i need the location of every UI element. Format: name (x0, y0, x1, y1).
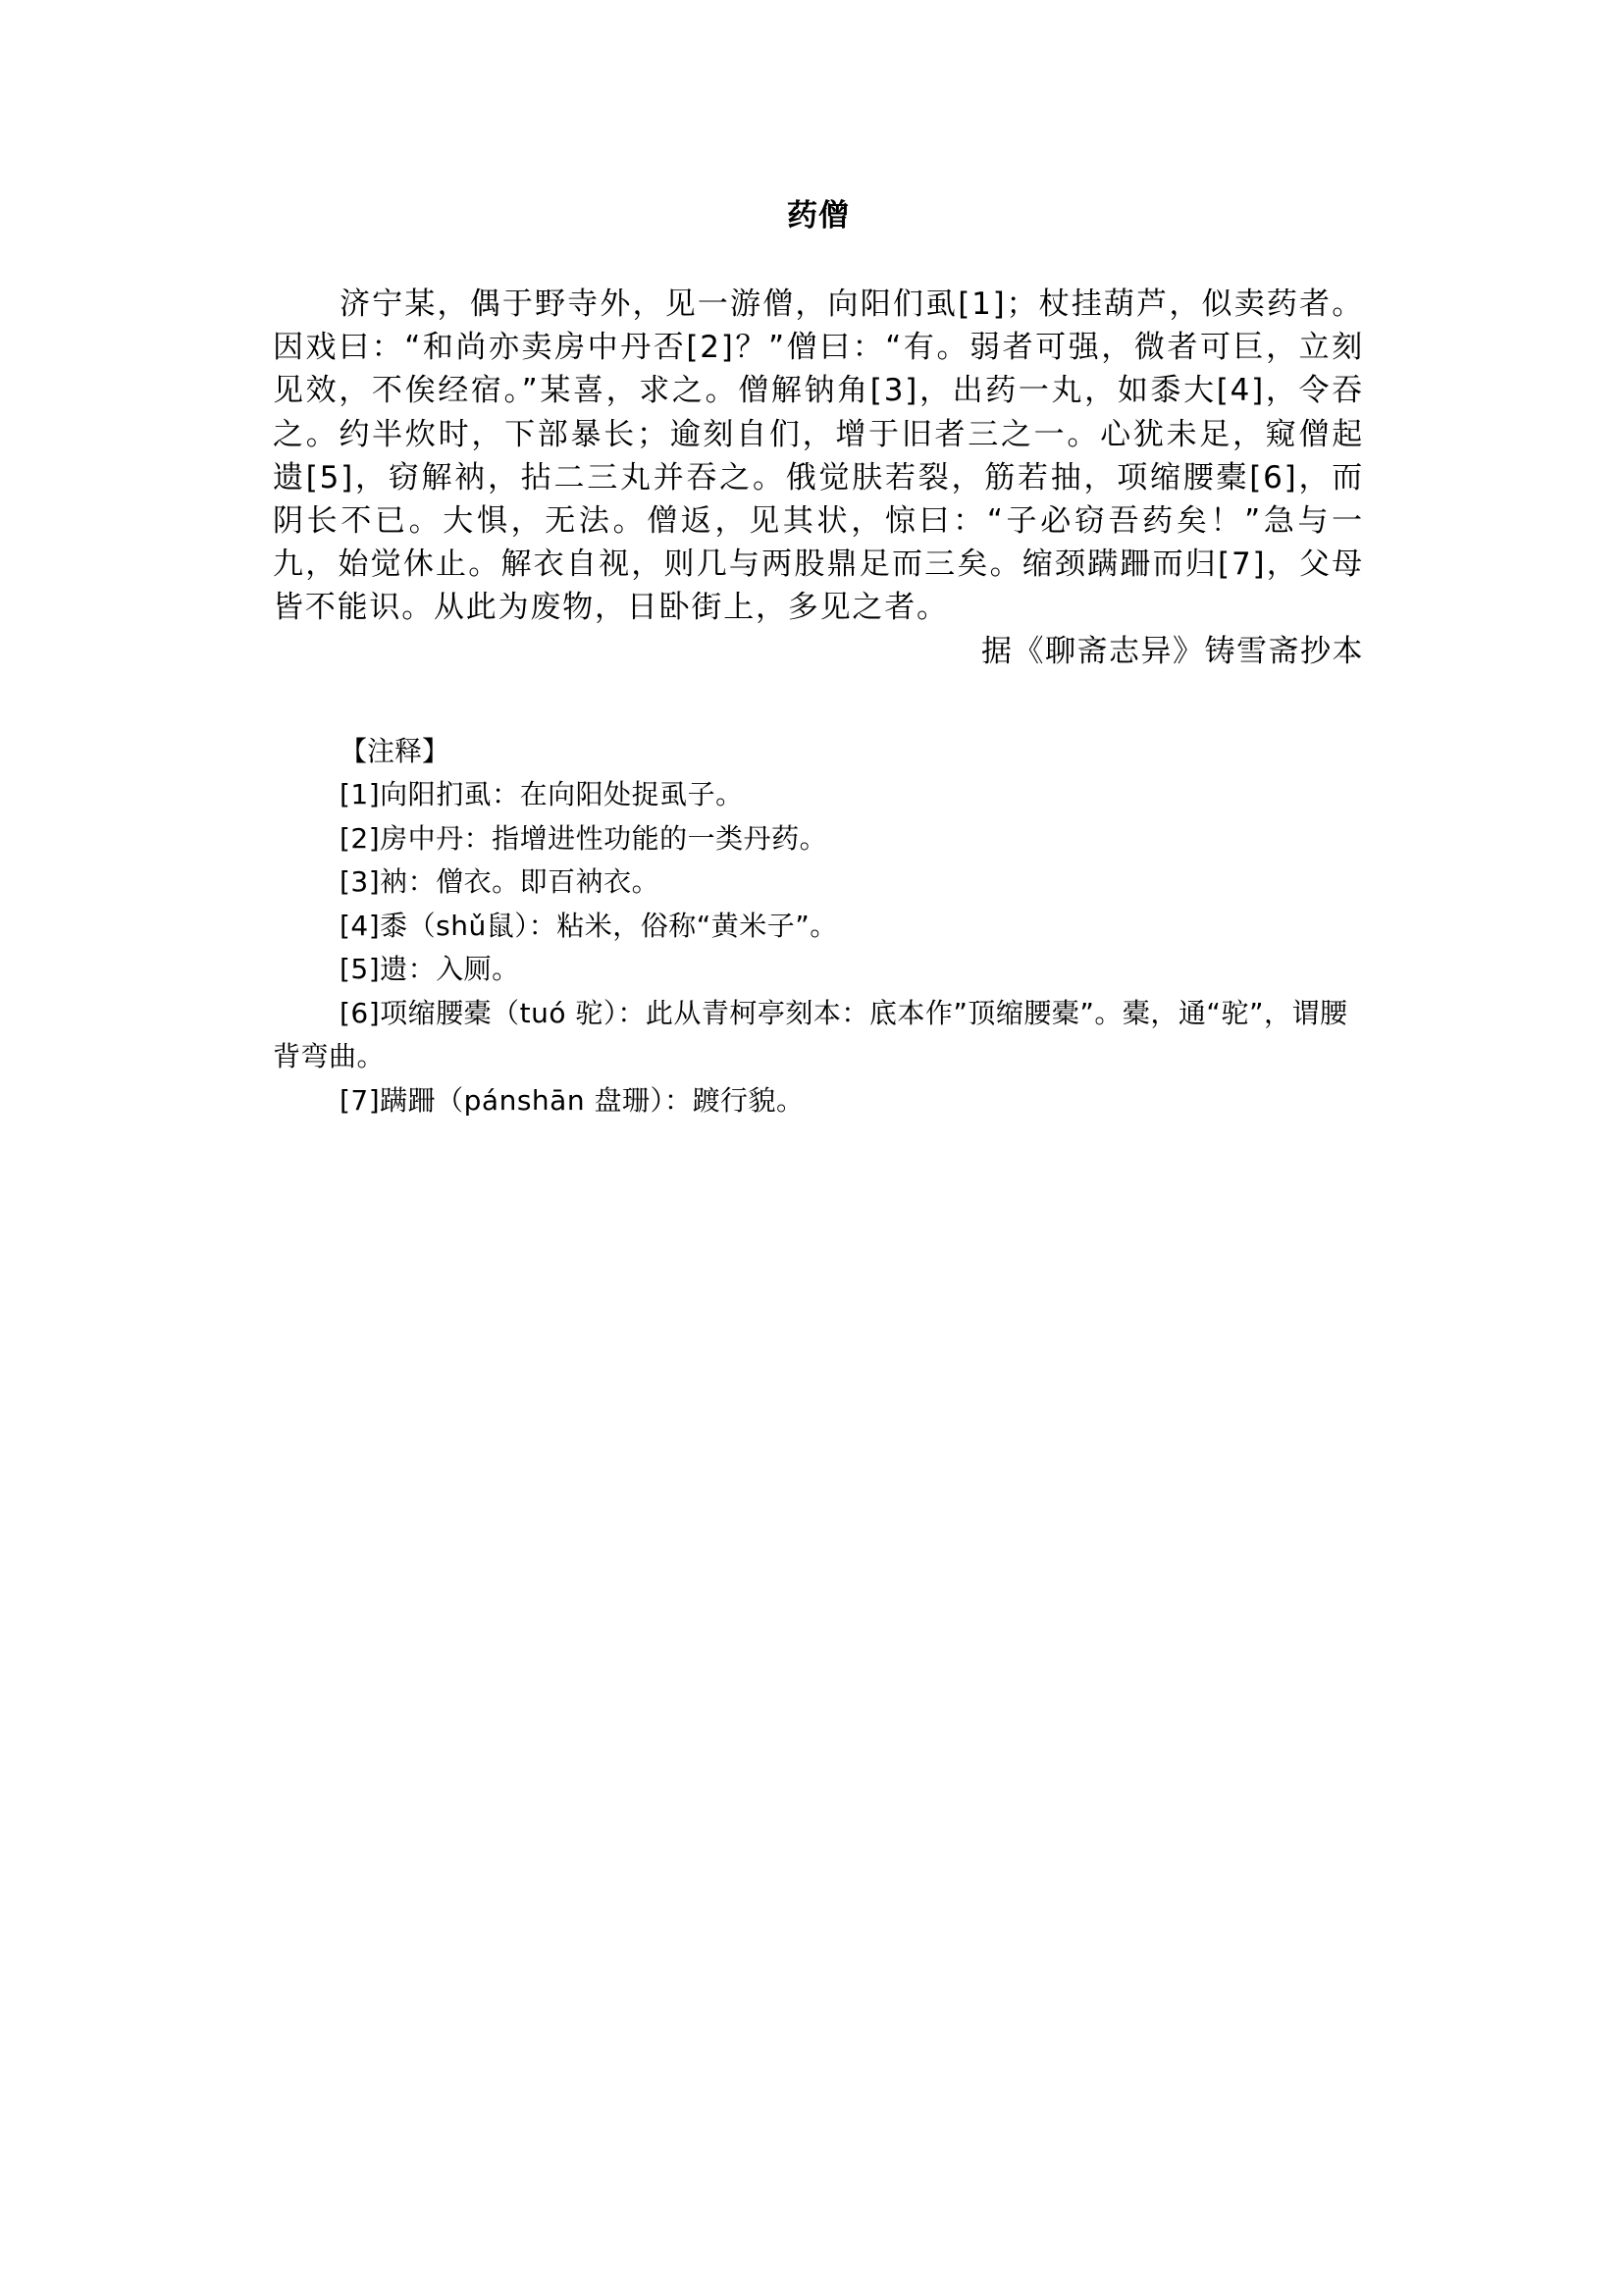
note-item-5: [5]遗：入厕。 (340, 953, 520, 986)
notes-heading: 【注释】 (340, 734, 450, 767)
note-item-4: [4]黍（shǔ鼠）：粘米，俗称“黄米子”。 (340, 909, 838, 942)
note-item-3: [3]衲：僧衣。即百衲衣。 (340, 865, 660, 899)
note-item-2: [2]房中丹：指增进性功能的一类丹药。 (340, 821, 828, 855)
story-paragraph: 济宁某，偶于野寺外，见一游僧，向阳们虱[1]；杖挂葫芦，似卖药者。因戏曰：“和尚亦卖房中丹否[2]？”僧曰：“有。弱者可强，微者可巨，立刻见效，不俟经宿。”某喜，求之。僧解钠角[3]，出药一丸，如黍大[4]，令吞之。约半炊时，下部暴长；逾刻自们，增于旧者三之一。心犹未足，窥僧起遗[5]，窃解衲，拈二三丸并吞之。俄觉肤若裂，筋若抽，项缩腰橐[6]，而阴长不已。大惧，无法。僧返，见其状，惊曰：“子必窃吾药矣！”急与一九，始觉休止。解衣自视，则几与两股鼎足而三矣。缩颈蹒跚而归[7]，父母皆不能识。从此为废物，日卧街上，多见之者。 (273, 287, 1364, 626)
document-title: 药僧 (787, 198, 850, 234)
note-item-6: [6]项缩腰橐（tuó 驼）：此从青柯亭刻本：底本作”顶缩腰橐”。橐，通“驼”，谓腰背弯曲。 (273, 996, 1348, 1073)
note-item-1: [1]向阳扪虱：在向阳处捉虱子。 (340, 778, 744, 811)
source-citation: 据《聊斋志异》铸雪斋抄本 (981, 633, 1364, 669)
note-item-7: [7]蹒跚（pánshān 盘珊）：踱行貌。 (340, 1083, 805, 1117)
document-page (273, 186, 1364, 1122)
notes-section (273, 730, 1364, 1123)
